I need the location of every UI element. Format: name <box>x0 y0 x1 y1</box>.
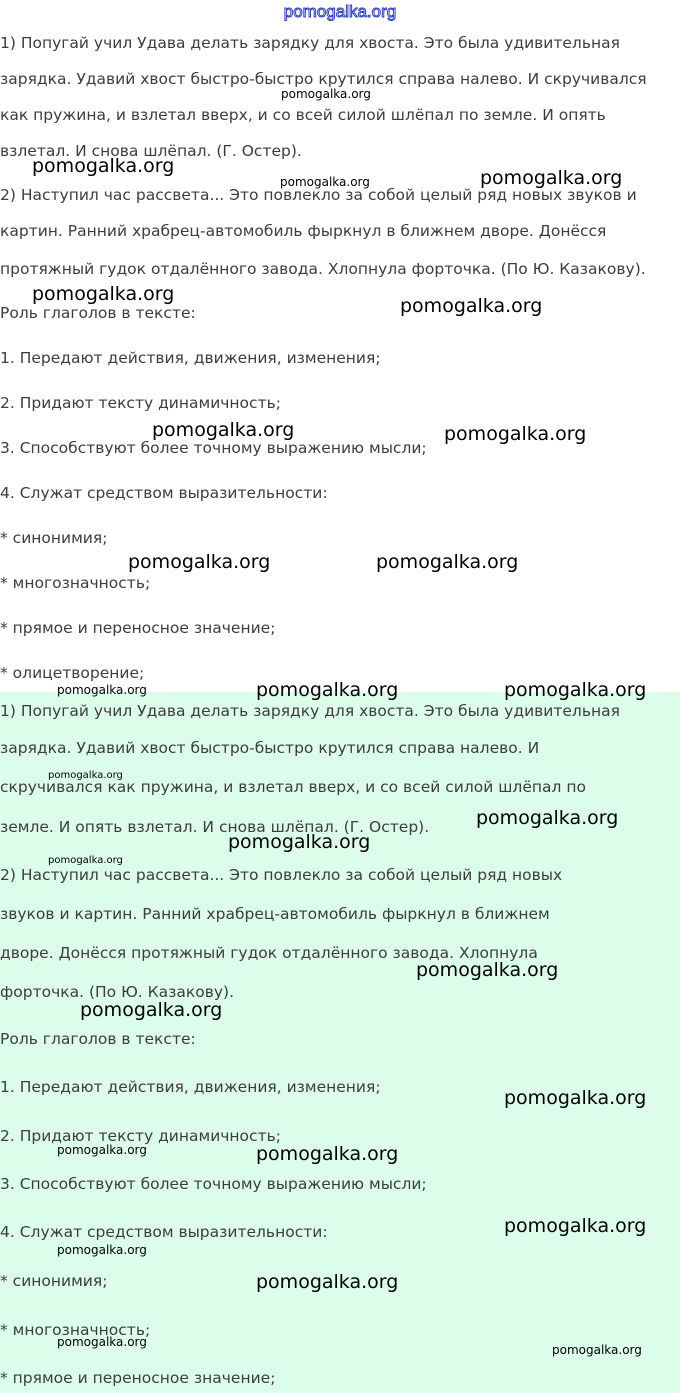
watermark: pomogalka.org <box>152 419 295 441</box>
watermark: pomogalka.org <box>256 1143 399 1165</box>
text-line: дворе. Донёсся протяжный гудок отдалённого завода. Хлопнула <box>0 944 538 962</box>
list-item: * прямое и переносное значение; <box>0 1369 276 1387</box>
watermark: pomogalka.org <box>32 283 175 305</box>
watermark: pomogalka.org <box>400 295 543 317</box>
answer-block-1 <box>0 0 680 692</box>
list-item: 4. Служат средством выразительности: <box>0 1223 328 1241</box>
watermark: pomogalka.org <box>504 1087 647 1109</box>
text-line: зарядка. Удавий хвост быстро-быстро крутился справа налево. И скручивался <box>0 70 647 88</box>
watermark: pomogalka.org <box>57 1243 147 1257</box>
text-line: зарядка. Удавий хвост быстро-быстро крутился справа налево. И <box>0 739 540 757</box>
watermark: pomogalka.org <box>32 155 175 177</box>
watermark: pomogalka.org <box>416 959 559 981</box>
text-line: взлетал. И снова шлёпал. (Г. Остер). <box>0 142 302 160</box>
text-line: скручивался как пружина, и взлетал вверх, и со всей силой шлёпал по <box>0 778 586 796</box>
site-logo[interactable]: pomogalka.org <box>283 2 397 21</box>
list-item: 2. Придают тексту динамичность; <box>0 394 281 412</box>
text-line: 1) Попугай учил Удава делать зарядку для хвоста. Это была удивительная <box>0 34 620 52</box>
watermark: pomogalka.org <box>444 423 587 445</box>
watermark: pomogalka.org <box>552 1343 642 1357</box>
list-item: * многозначность; <box>0 1321 151 1339</box>
watermark: pomogalka.org <box>476 807 619 829</box>
list-item: 4. Служат средством выразительности: <box>0 484 328 502</box>
watermark: pomogalka.org <box>281 87 371 101</box>
list-item: * прямое и переносное значение; <box>0 619 276 637</box>
watermark: pomogalka.org <box>57 1143 147 1157</box>
list-item: * синонимия; <box>0 529 108 547</box>
watermark: pomogalka.org <box>280 175 370 189</box>
watermark: pomogalka.org <box>376 551 519 573</box>
watermark: pomogalka.org <box>48 770 123 781</box>
watermark: pomogalka.org <box>480 167 623 189</box>
watermark: pomogalka.org <box>128 551 271 573</box>
list-item: * многозначность; <box>0 574 151 592</box>
watermark: pomogalka.org <box>228 831 371 853</box>
text-line: форточка. (По Ю. Казакову). <box>0 983 235 1001</box>
watermark: pomogalka.org <box>57 1335 147 1349</box>
text-line: земле. И опять взлетал. И снова шлёпал. (Г. Остер). <box>0 818 430 836</box>
text-line: 2) Наступил час рассвета... Это повлекло за собой целый ряд новых <box>0 866 563 884</box>
list-item: 2. Придают тексту динамичность; <box>0 1127 281 1145</box>
text-line: как пружина, и взлетал вверх, и со всей силой шлёпал по земле. И опять <box>0 106 606 124</box>
list-item: 3. Способствуют более точному выражению мысли; <box>0 439 427 457</box>
list-item: 1. Передают действия, движения, изменения; <box>0 1078 381 1096</box>
watermark: pomogalka.org <box>504 1215 647 1237</box>
watermark: pomogalka.org <box>57 683 147 697</box>
list-item: 3. Способствуют более точному выражению мысли; <box>0 1175 427 1193</box>
list-item: * синонимия; <box>0 1272 108 1290</box>
section-heading: Роль глаголов в тексте: <box>0 304 196 322</box>
text-line: 2) Наступил час рассвета... Это повлекло за собой целый ряд новых звуков и <box>0 186 637 204</box>
watermark: pomogalka.org <box>504 679 647 701</box>
text-line: звуков и картин. Ранний храбрец-автомобиль фыркнул в ближнем <box>0 905 550 923</box>
text-line: 1) Попугай учил Удава делать зарядку для хвоста. Это была удивительная <box>0 702 620 720</box>
text-line: протяжный гудок отдалённого завода. Хлопнула форточка. (По Ю. Казакову). <box>0 260 646 278</box>
watermark: pomogalka.org <box>256 679 399 701</box>
section-heading: Роль глаголов в тексте: <box>0 1030 196 1048</box>
list-item: * олицетворение; <box>0 664 145 682</box>
list-item: 1. Передают действия, движения, изменения; <box>0 349 381 367</box>
text-line: картин. Ранний храбрец-автомобиль фыркнул в ближнем дворе. Донёсся <box>0 222 607 240</box>
watermark: pomogalka.org <box>48 855 123 866</box>
watermark: pomogalka.org <box>80 999 223 1021</box>
watermark: pomogalka.org <box>256 1271 399 1293</box>
